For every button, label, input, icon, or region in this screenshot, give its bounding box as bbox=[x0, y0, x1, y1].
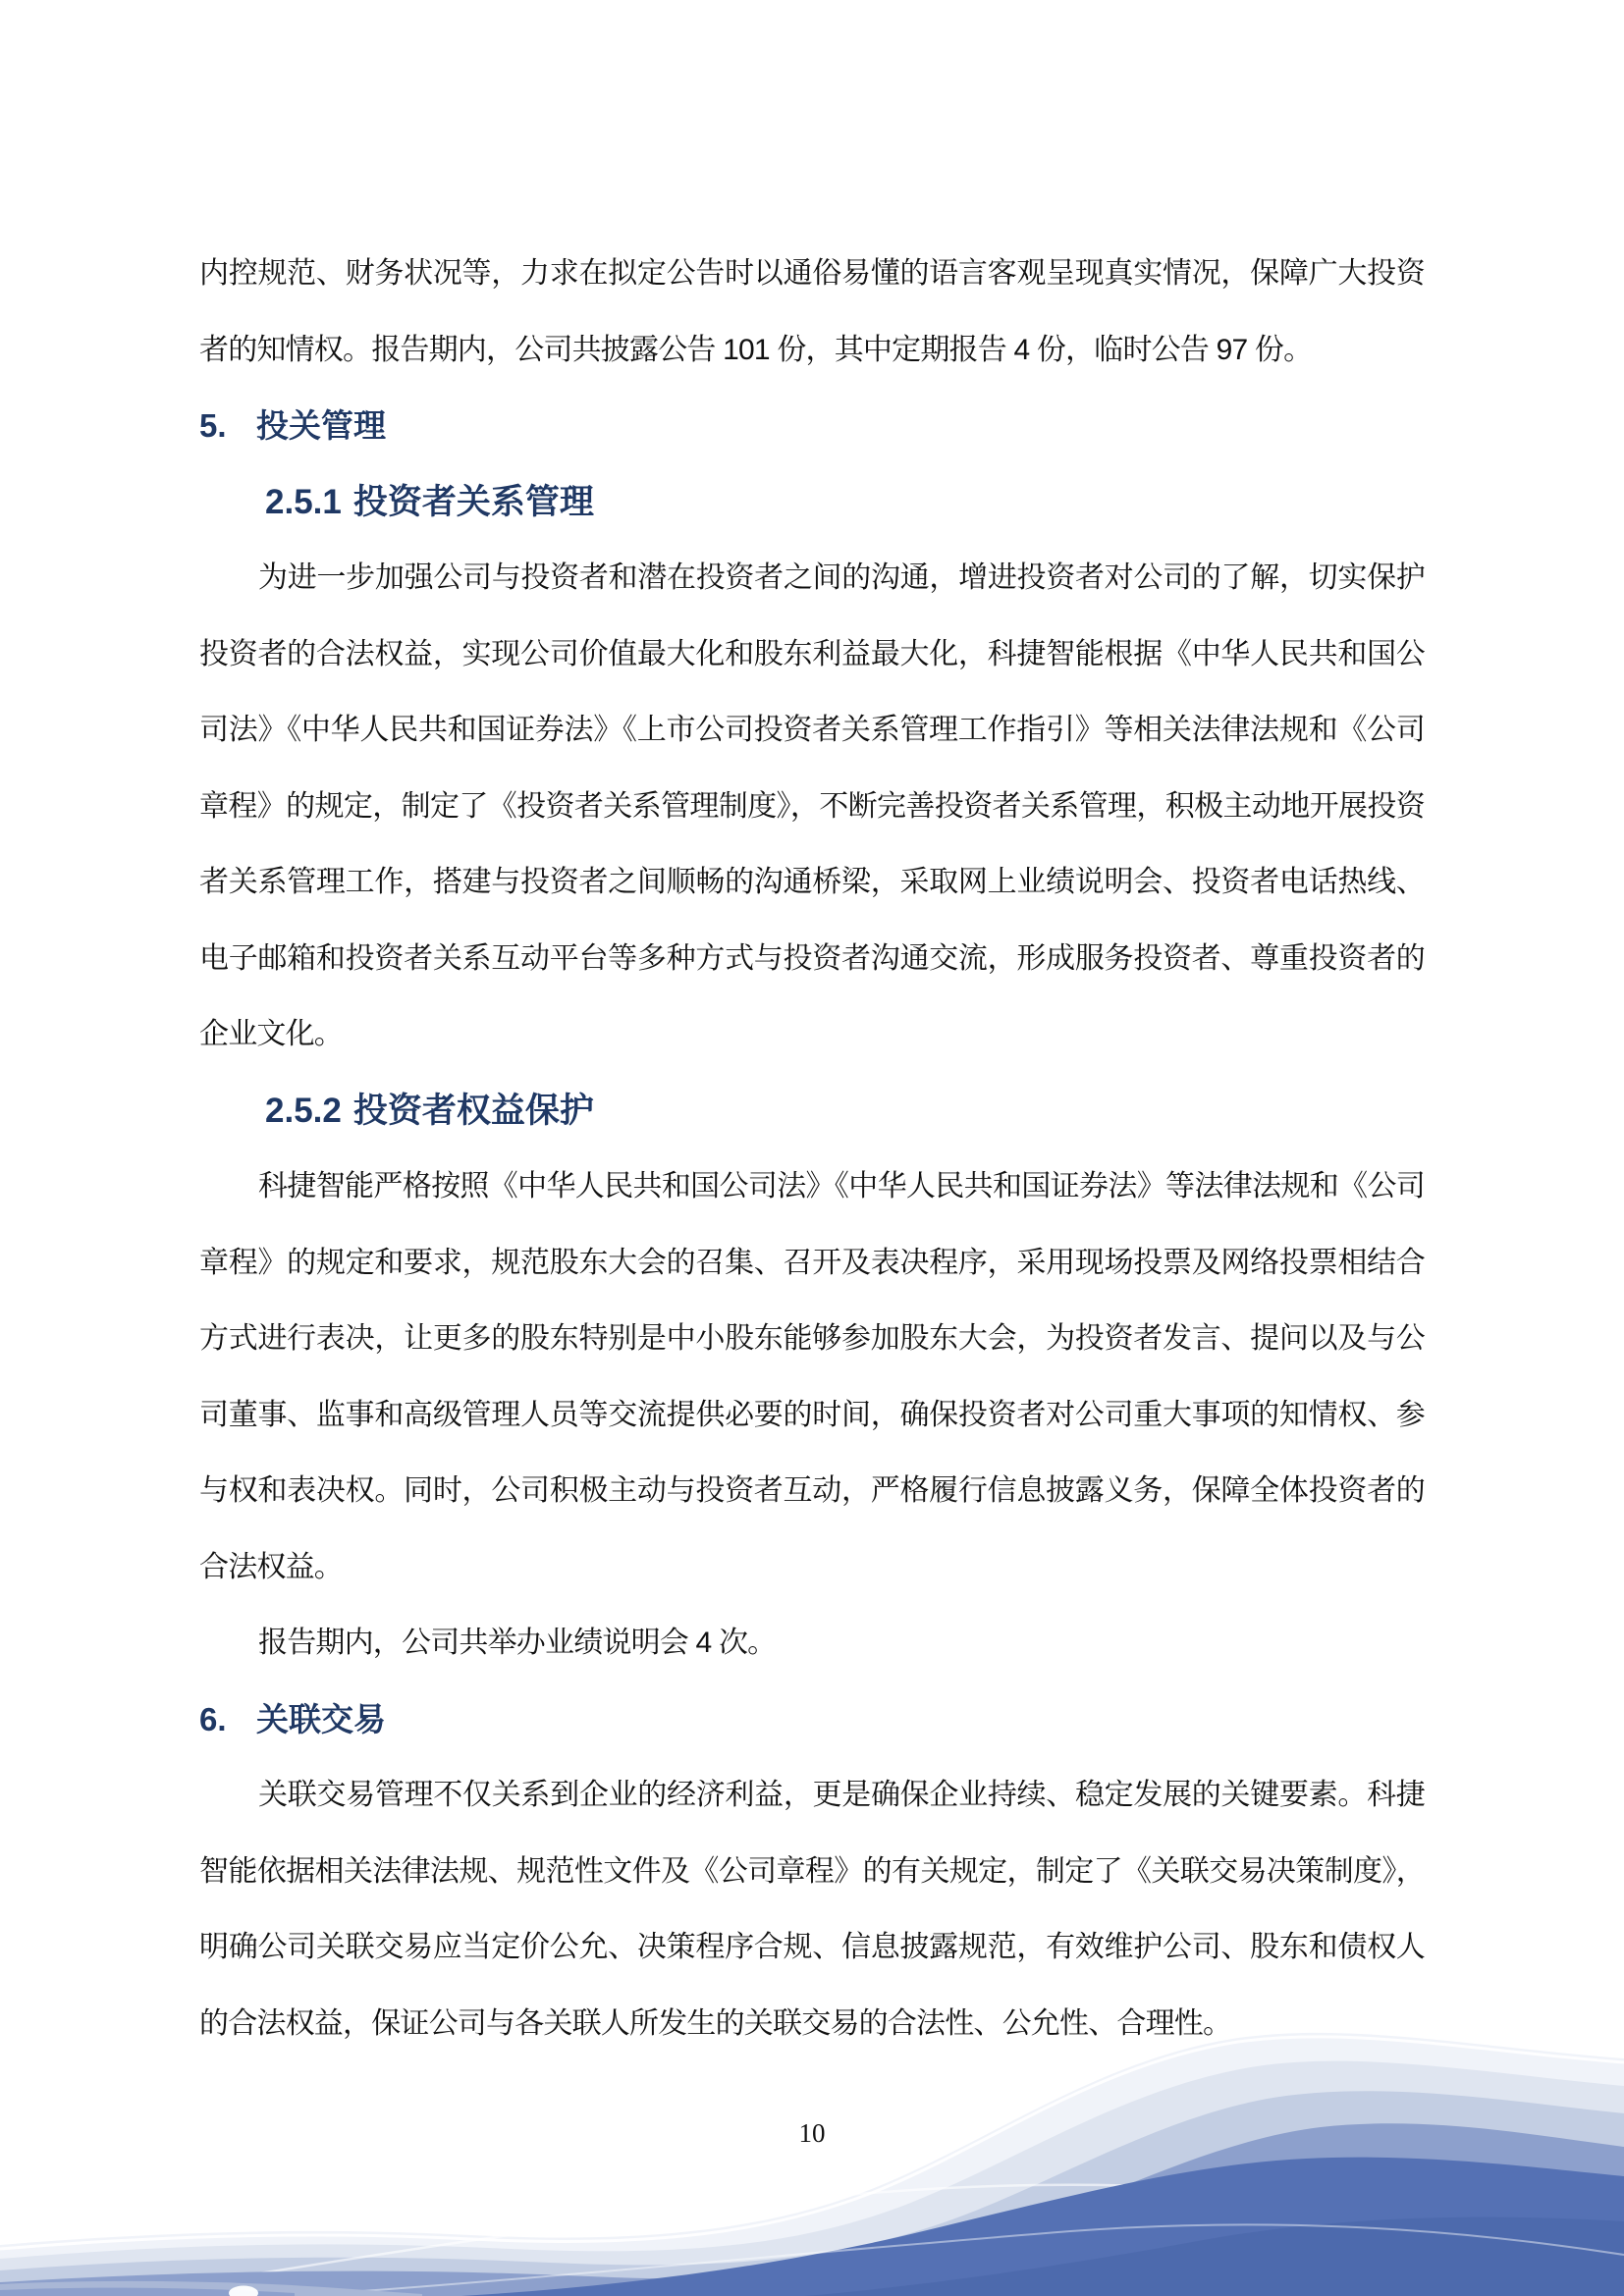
paragraph-related-transactions: 关联交易管理不仅关系到企业的经济利益，更是确保企业持续、稳定发展的关键要素。科捷智能依据相关法律法规、规范性文件及《公司章程》的有关规定，制定了《关联交易决策制度》，明确公司关联交易应当定价公允、决策程序合规、信息披露规范，有效维护公司、股东和债权人的合法权益，保证公司与各关联人所发生的关联交易的合法性、公允性、合理性。 bbox=[199, 1779, 1425, 2040]
section-number: 5. bbox=[199, 407, 227, 444]
subsection-title: 投资者权益保护 bbox=[352, 1091, 594, 1130]
section-heading-investor-relations bbox=[199, 388, 1425, 464]
section-title: 投关管理 bbox=[256, 407, 386, 444]
paragraph-briefings-count: 报告期内，公司共举办业绩说明会 4 次。 bbox=[258, 1627, 777, 1659]
page-number: 10 bbox=[798, 2118, 826, 2148]
subsection-title: 投资者关系管理 bbox=[352, 482, 594, 521]
paragraph-ir-management: 为进一步加强公司与投资者和潜在投资者之间的沟通，增进投资者对公司的了解，切实保护投资者的合法权益，实现公司价值最大化和股东利益最大化，科捷智能根据《中华人民共和国公司法》《中华人民共和国证券法》《上市公司投资者关系管理工作指引》等相关法律法规和《公司章程》的规定，制定了《投资者关系管理制度》，不断完善投资者关系管理，积极主动地开展投资者关系管理工作，搭建与投资者之间顺畅的沟通桥梁，采取网上业绩说明会、投资者电话热线、电子邮箱和投资者关系互动平台等多种方式与投资者沟通交流，形成服务投资者、尊重投资者的企业文化。 bbox=[199, 561, 1425, 1050]
section-title: 关联交易 bbox=[256, 1700, 386, 1737]
subsection-heading-investor-rights bbox=[199, 1073, 1425, 1149]
paragraph-investor-rights: 科捷智能严格按照《中华人民共和国公司法》《中华人民共和国证券法》等法律法规和《公司章程》的规定和要求，规范股东大会的召集、召开及表决程序，采用现场投票及网络投票相结合方式进行表决，让更多的股东特别是中小股东能够参加股东大会，为投资者发言、提问以及与公司董事、监事和高级管理人员等交流提供必要的时间，确保投资者对公司重大事项的知情权、参与权和表决权。同时，公司积极主动与投资者互动，严格履行信息披露义务，保障全体投资者的合法权益。 bbox=[199, 1170, 1425, 1583]
footer-wave-decoration bbox=[0, 2002, 1624, 2296]
paragraph-disclosure-continued: 内控规范、财务状况等，力求在拟定公告时以通俗易懂的语言客观呈现真实情况，保障广大投资者的知情权。报告期内，公司共披露公告 101 份，其中定期报告 4 份，临时公告 97 份。 bbox=[199, 257, 1425, 366]
page-content bbox=[199, 236, 1425, 2061]
section-heading-related-transactions bbox=[199, 1682, 1425, 1758]
section-number: 6. bbox=[199, 1700, 227, 1737]
subsection-heading-ir-management bbox=[199, 464, 1425, 541]
subsection-number: 2.5.1 bbox=[265, 482, 342, 521]
subsection-number: 2.5.2 bbox=[265, 1091, 342, 1130]
